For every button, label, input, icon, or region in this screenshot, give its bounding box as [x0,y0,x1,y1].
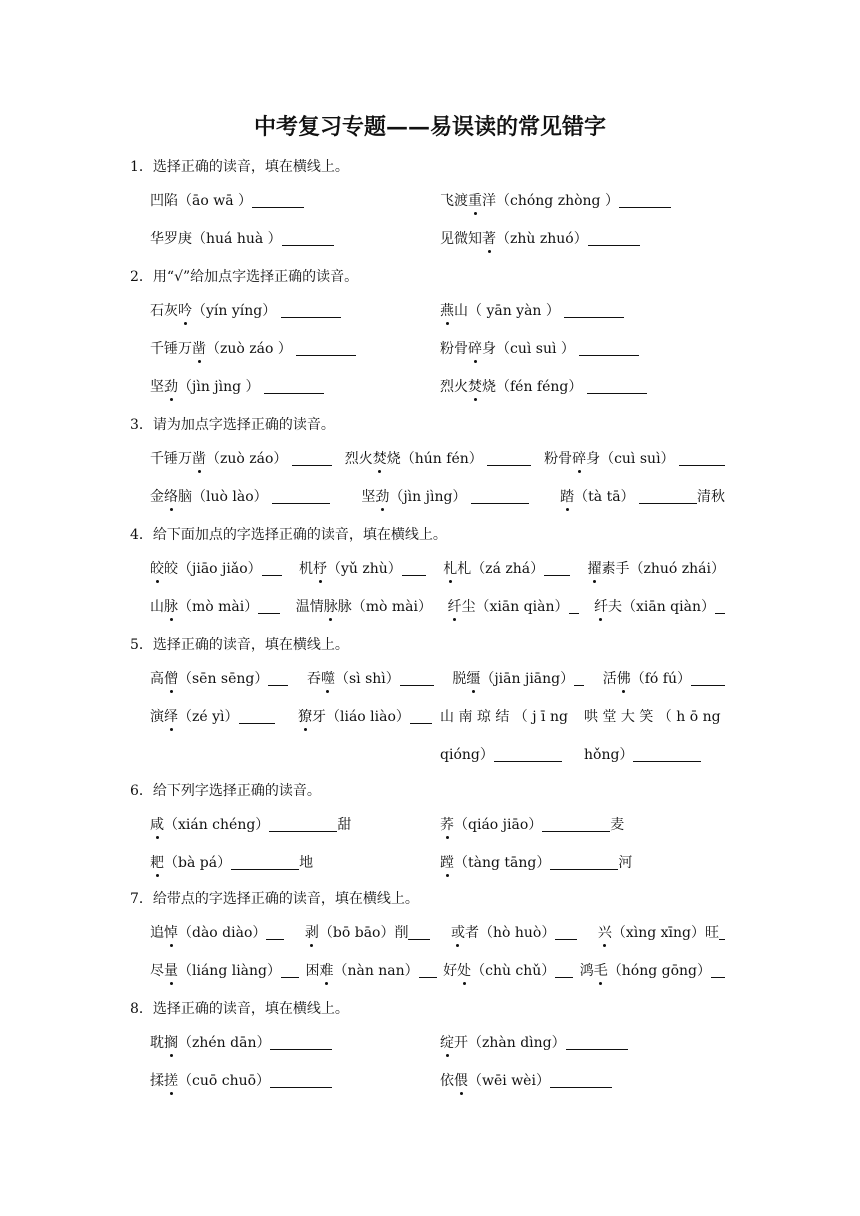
question-8-heading: 8．选择正确的读音，填在横线上。 [130,1001,349,1017]
dotted-character: 量 [164,963,178,979]
dotted-character: 剥 [304,925,319,941]
question-3-heading: 3．请为加点字选择正确的读音。 [130,417,335,433]
answer-blank[interactable] [633,747,701,762]
dotted-character: 碎 [572,451,587,467]
q2-item-3: 千锤万凿（zuò záo ） [150,340,356,358]
dotted-character: 凿 [192,451,206,467]
q3-item: 坚劲（jìn jìng） [361,488,529,506]
dotted-character: 毛 [593,963,608,979]
q2-item-5: 坚劲（jìn jìng ） [150,378,324,396]
dotted-character: 吟 [178,303,192,319]
dotted-character: 或 [450,925,465,941]
answer-blank[interactable] [550,1073,612,1088]
q8-item-1: 耽搁（zhén dān） [150,1034,332,1052]
dotted-character: 凿 [192,341,206,357]
question-2-heading: 2．用“√”给加点字选择正确的读音。 [130,269,359,285]
q5-item-8-cont: hǒng） [584,746,701,764]
q5-item-5: 演绎（zé yì） [150,708,275,726]
dotted-character: 悼 [164,925,178,941]
q6-item-2: 荞（qiáo jiāo） 麦 [440,817,625,833]
q3-item: 金络脑（luò lào） [150,488,330,506]
dotted-character: 佛 [616,671,631,687]
answer-blank[interactable] [588,231,640,246]
dotted-character: 络 [164,489,178,505]
answer-blank[interactable] [402,561,426,576]
q4-row-1: 皎皎（jiāo jiǎo） 机杼（yǔ zhù） 札札（zá zhá） 擢素手（zhuó zhái） [150,561,725,577]
answer-blank[interactable] [471,489,529,504]
answer-blank[interactable] [292,451,332,466]
answer-blank[interactable] [264,379,324,394]
answer-blank[interactable] [400,671,434,686]
answer-blank[interactable] [555,925,577,940]
answer-blank[interactable] [258,599,280,614]
dotted-character: 蹚 [440,855,454,871]
dotted-character: 兴 [597,925,612,941]
dotted-character: 搓 [164,1073,178,1089]
dotted-character: 偎 [454,1073,468,1089]
dotted-character: 缰 [466,671,481,687]
answer-blank[interactable] [269,817,337,832]
dotted-character: 绽 [440,1035,454,1051]
dotted-character: 焚 [468,379,482,395]
answer-blank[interactable] [555,963,573,978]
answer-blank[interactable] [679,451,725,466]
answer-blank[interactable] [691,671,725,686]
q4-row-2: 山脉（mò mài） 温情脉脉（mò mài） 纤尘（xiān qiàn） 纤夫（xiān qiàn） [150,598,725,616]
dotted-character: 札 [443,561,458,577]
q3-row-2 [150,488,725,506]
q5-item-6: 獠牙（liáo liào） [298,708,432,726]
dotted-character: 搁 [164,1035,178,1051]
answer-blank[interactable] [270,1073,332,1088]
dotted-character: 碎 [468,341,482,357]
answer-blank[interactable] [544,561,570,576]
question-1-heading: 1．选择正确的读音，填在横线上。 [130,159,349,175]
q2-item-6: 烈火焚烧（fén féng） [440,378,647,396]
answer-blank[interactable] [262,561,282,576]
answer-blank[interactable] [711,963,725,978]
answer-blank[interactable] [639,489,697,504]
answer-blank[interactable] [252,193,304,208]
answer-blank[interactable] [569,599,579,614]
answer-blank[interactable] [550,855,618,870]
q5-item-7: 山 南 琼 结 （ j ī ng [440,709,568,725]
dotted-character: 獠 [298,709,312,725]
dotted-character: 咸 [150,817,164,833]
q3-item: 烈火焚烧（hún fén） [345,450,531,468]
dotted-character: 脉 [164,599,178,615]
q1-item-4: 见微知著（zhù zhuó） [440,230,640,248]
answer-blank[interactable] [281,963,299,978]
dotted-character: 著 [482,231,496,247]
answer-blank[interactable] [419,963,437,978]
dotted-character: 处 [457,963,472,979]
answer-blank[interactable] [619,193,671,208]
dotted-character: 重 [468,193,482,209]
question-7-heading: 7．给带点的字选择正确的读音，填在横线上。 [130,891,419,907]
answer-blank[interactable] [272,489,330,504]
answer-blank[interactable] [239,709,275,724]
q6-item-3: 耙（bà pá） 地 [150,855,314,871]
page-title: 中考复习专题——易误读的常见错字 [253,114,606,140]
q6-item-4: 蹚（tàng tāng） 河 [440,855,633,871]
q3-row-1 [150,450,725,468]
q2-item-1: 石灰吟（yín yíng） [150,302,341,320]
answer-blank[interactable] [268,671,288,686]
dotted-character: 脉 [323,599,338,615]
q5-item-7-cont: qióng） [440,746,562,764]
q1-item-1: 凹陷（āo wā ） [150,192,304,210]
answer-blank[interactable] [494,747,562,762]
q2-item-2: 燕山（ yān yàn ） [440,302,624,320]
question-6-heading: 6．给下列字选择正确的读音。 [130,783,321,799]
answer-blank[interactable] [719,925,725,940]
answer-blank[interactable] [579,341,639,356]
dotted-character: 皎 [150,561,164,577]
q1-item-2: 飞渡重洋（chóng zhòng ） [440,192,671,210]
answer-blank[interactable] [231,855,299,870]
answer-blank[interactable] [410,709,432,724]
q6-item-1: 咸（xián chéng） 甜 [150,817,352,833]
dotted-character: 焚 [372,451,387,467]
question-4-heading: 4．给下面加点的字选择正确的读音，填在横线上。 [130,527,447,543]
answer-blank[interactable] [408,925,430,940]
answer-blank[interactable] [566,1035,628,1050]
q7-row-2: 尽量（liáng liàng） 困难（nàn nan） 好处（chù chǔ） 鸿毛（hóng gōng） [150,962,725,980]
q5-item-8: 哄 堂 大 笑 （ h ō ng [584,709,721,725]
q3-item: 踏（tà tā） 清秋 [560,489,725,505]
answer-blank[interactable] [282,231,334,246]
dotted-character: 燕 [440,303,454,319]
dotted-character: 难 [319,963,334,979]
q1-item-3: 华罗庚（huá huà ） [150,230,334,248]
answer-blank[interactable] [715,599,725,614]
dotted-character: 僧 [164,671,178,687]
dotted-character: 劲 [375,489,390,505]
dotted-character: 绎 [164,709,178,725]
answer-blank[interactable] [574,671,584,686]
q7-row-1: 追悼（dào diào） 剥（bō bāo）削 或者（hò huò） 兴（xìng xīng）旺 [150,924,725,942]
dotted-character: 踏 [560,489,575,505]
q8-item-2: 绽开（zhàn dìng） [440,1034,628,1052]
dotted-character: 噬 [320,671,335,687]
dotted-character: 纤 [593,599,608,615]
answer-blank[interactable] [281,303,341,318]
answer-blank[interactable] [296,341,356,356]
dotted-character: 杼 [313,561,328,577]
dotted-character: 耙 [150,855,164,871]
dotted-character: 荞 [440,817,454,833]
q3-item: 粉骨碎身（cuì suì） [544,450,725,468]
question-5-heading: 5．选择正确的读音，填在横线上。 [130,637,349,653]
answer-blank[interactable] [487,451,531,466]
q3-item: 千锤万凿（zuò záo） [150,450,332,468]
q8-item-4: 依偎（wēi wèi） [440,1072,612,1090]
answer-blank[interactable] [266,925,284,940]
dotted-character: 擢 [587,561,602,577]
dotted-character: 劲 [164,379,178,395]
q5-row-1: 高僧（sēn sēng） 吞噬（sì shì） 脱缰（jiān jiāng） 活佛（fó fú） [150,670,725,688]
q8-item-3: 揉搓（cuō chuō） [150,1072,332,1090]
dotted-character: 纤 [447,599,462,615]
answer-blank[interactable] [270,1035,332,1050]
answer-blank[interactable] [587,379,647,394]
answer-blank[interactable] [564,303,624,318]
q2-item-4: 粉骨碎身（cuì suì ） [440,340,639,358]
answer-blank[interactable] [542,817,610,832]
